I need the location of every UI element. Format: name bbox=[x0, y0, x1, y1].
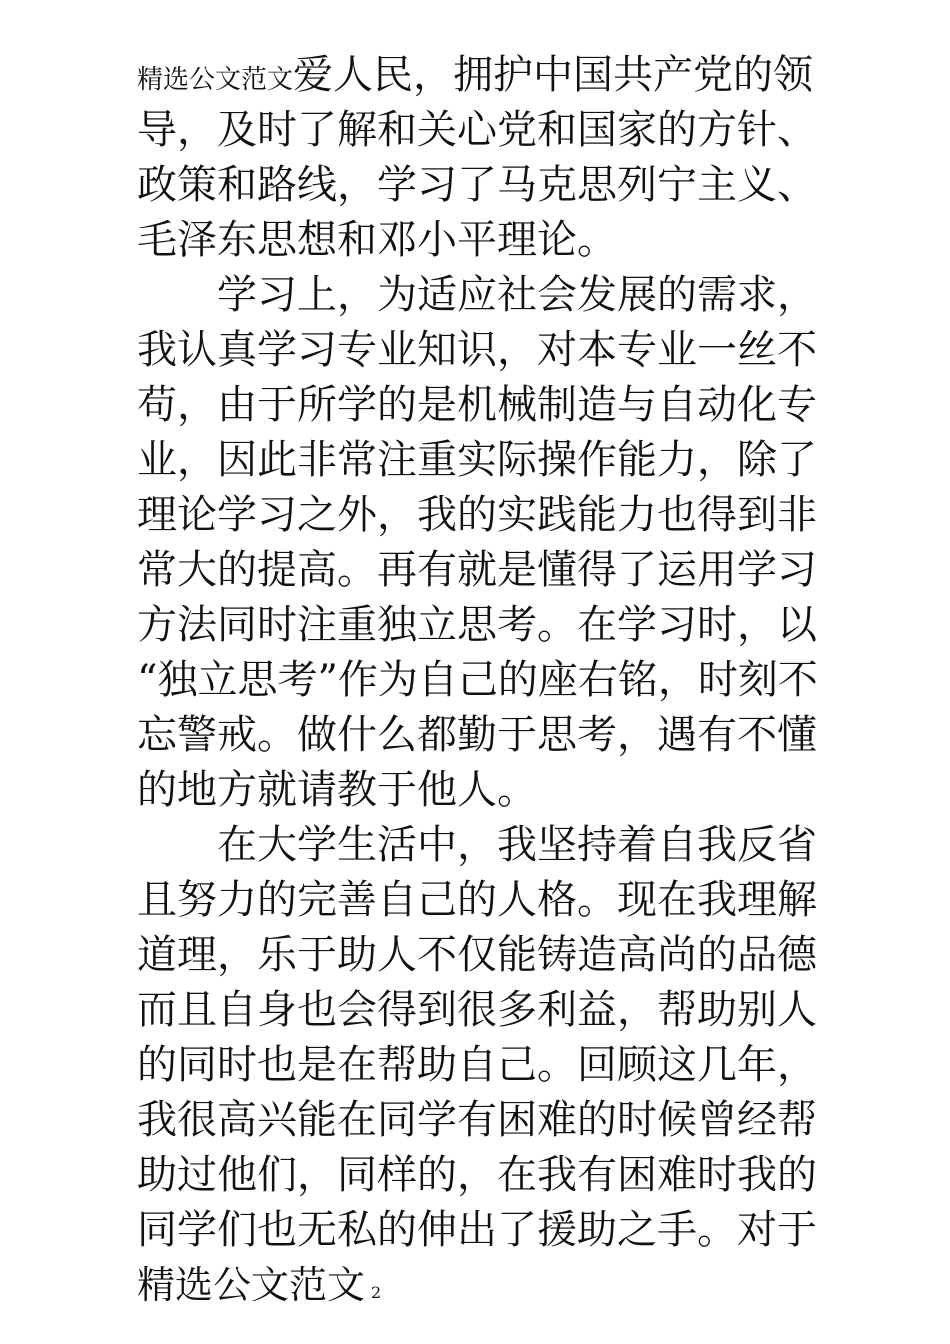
paragraph-line: 苟，由于所学的是机械制造与自动化专 bbox=[137, 382, 817, 428]
paragraph-line: 理论学习之外，我的实践能力也得到非 bbox=[137, 492, 817, 538]
paragraph-line: 学习上，为适应社会发展的需求， bbox=[217, 272, 817, 318]
paragraph-line: 业，因此非常注重实际操作能力，除了 bbox=[137, 437, 817, 483]
paragraph-line: 我很高兴能在同学有困难的时候曾经帮 bbox=[137, 1097, 817, 1143]
header-label: 精选公文范文 bbox=[137, 65, 294, 95]
paragraph-line: 的同时也是在帮助自己。回顾这几年， bbox=[137, 1042, 817, 1088]
paragraph-line: 道理，乐于助人不仅能铸造高尚的品德 bbox=[137, 932, 817, 978]
paragraph-line: 且努力的完善自己的人格。现在我理解 bbox=[137, 877, 817, 923]
page-footer bbox=[137, 1258, 827, 1313]
footer-line bbox=[137, 1258, 827, 1313]
paragraph-line: 我认真学习专业知识，对本专业一丝不 bbox=[137, 327, 817, 373]
page-number: 2 bbox=[371, 1283, 382, 1302]
paragraph-3 bbox=[137, 818, 827, 1258]
footer-label: 精选公文范文 bbox=[137, 1263, 366, 1307]
paragraph-line: 常大的提高。再有就是懂得了运用学习 bbox=[137, 547, 817, 593]
paragraph-line: 政策和路线，学习了马克思列宁主义、 bbox=[137, 162, 817, 208]
paragraph-line: 精选公文范文爱人民，拥护中国共产党的领 bbox=[137, 52, 814, 98]
document-page bbox=[137, 48, 827, 1313]
paragraph-line: 毛泽东思想和邓小平理论。 bbox=[137, 217, 617, 263]
paragraph-line: 而且自身也会得到很多利益，帮助别人 bbox=[137, 987, 817, 1033]
paragraph-line: 助过他们，同样的，在我有困难时我的 bbox=[137, 1152, 817, 1198]
paragraph-line: 导，及时了解和关心党和国家的方针、 bbox=[137, 107, 817, 153]
paragraph-line: “独立思考”作为自己的座右铭，时刻不 bbox=[137, 657, 818, 703]
paragraph-line: 方法同时注重独立思考。在学习时，以 bbox=[137, 602, 817, 648]
paragraph-2 bbox=[137, 268, 827, 818]
paragraph-1 bbox=[137, 48, 827, 268]
paragraph-line: 的地方就请教于他人。 bbox=[137, 767, 537, 813]
paragraph-line: 在大学生活中，我坚持着自我反省 bbox=[217, 822, 817, 868]
paragraph-line: 同学们也无私的伸出了援助之手。对于 bbox=[137, 1207, 817, 1253]
paragraph-line: 忘警戒。做什么都勤于思考，遇有不懂 bbox=[137, 712, 817, 758]
